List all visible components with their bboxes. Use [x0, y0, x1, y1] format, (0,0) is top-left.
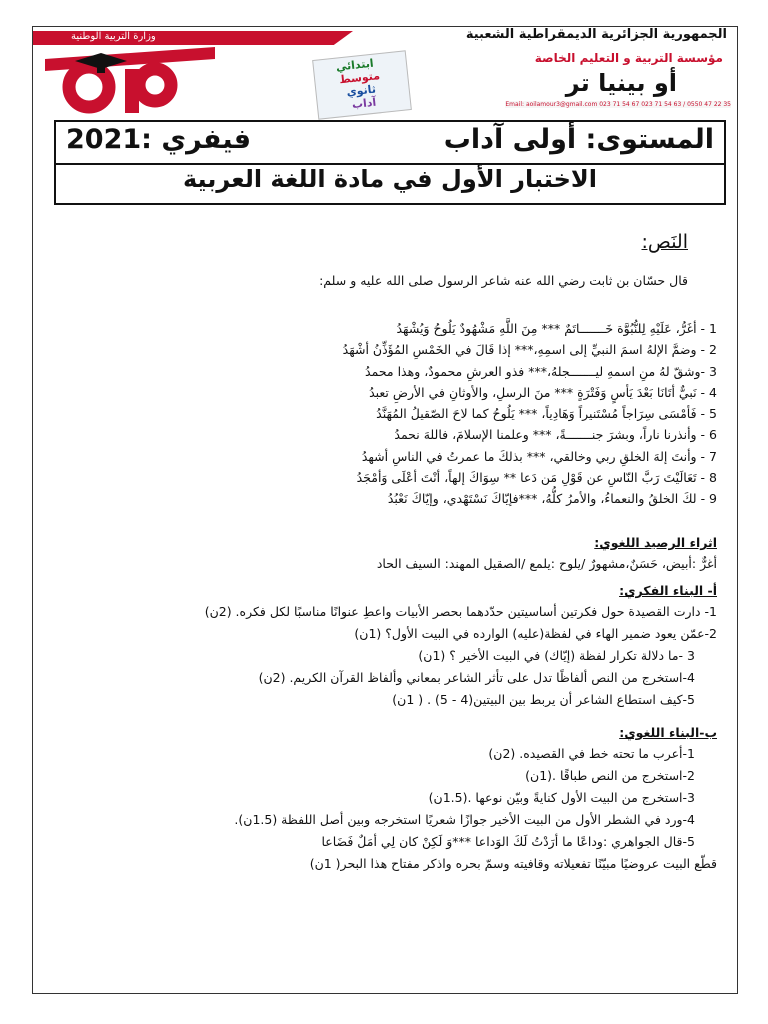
- exam-level: المستوى: أولى آداب: [443, 124, 714, 155]
- school-header: [33, 27, 737, 119]
- vocab-text: أغرٌّ :أبيض، حَسَنٌ،مشهورٌ /يلوح :يلمع /الصقيل المهند: السيف الحاد: [376, 556, 717, 571]
- question: 5-قال الجواهري :وداعًا ما أرَدْتُ لَكَ الوَداعا ***وَ لَكِنْ كان لِي أمَلٌ فَضَاعا: [321, 834, 695, 849]
- exam-title: الاختبار الأول في مادة اللغة العربية: [183, 165, 597, 193]
- contact-info: Email: aoilamour3@gmail.com 023 71 54 67 023 71 54 63 / 0550 47 22 35: [505, 101, 731, 108]
- verse: 9 - لكَ الخلقُ والنعماءُ، والأمرُ كلُّهُ، ***فإيّاكَ نَسْتَهْدي، وإيّاكَ نَعْبُدُ: [387, 491, 717, 507]
- question: 1- دارت القصيدة حول فكرتين أساسيتين حدّدهما بحصر الأبيات واعطِ عنوانًا مناسبًا لكل فكره. (2ن): [204, 604, 717, 619]
- verse: 6 - وأنذرنا ناراً، وبشرَ جنـــــــةً، *** وعلمنا الإسلامَ، فاللهَ نحمدُ: [394, 427, 717, 443]
- question: 1-أعرب ما تحته خط في القصيده. (2ن): [488, 746, 695, 761]
- vocab-title: اثراء الرصيد اللغوي:: [594, 535, 717, 550]
- badge-secondary: ثانوي: [345, 82, 377, 99]
- verse: 3 -وشقّ لهُ منِ اسمهِ ليـــــــجلهُ،*** فذو العرشِ محمودٌ، وهذا محمدُ: [365, 363, 717, 379]
- badge-middle: متوسط: [338, 69, 381, 87]
- education-levels-badge: [312, 50, 412, 119]
- question: 4-استخرج من النص ألفاظًا تدل على تأثر الشاعر بمعاني وألفاظ القرآن الكريم. (2ن): [258, 670, 695, 685]
- badge-primary: ابتدائي: [335, 56, 375, 74]
- section-b-title: ب-البناء اللغوي:: [619, 725, 717, 740]
- poem-verses: [41, 318, 717, 510]
- brand-name: أو بينيا تر: [565, 69, 677, 97]
- poem-intro: قال حسّان بن ثابت رضي الله عنه شاعر الرسول صلى الله عليه و سلم:: [319, 273, 688, 288]
- exam-date: فيفري :2021: [66, 124, 252, 155]
- question: 3-استخرج من البيت الأول كنايةً وبيّن نوعها .(1.5ن): [428, 790, 695, 805]
- level-box: [54, 120, 726, 165]
- intellectual-section: [41, 581, 717, 711]
- title-box: [54, 163, 726, 205]
- question: 2-عمّن يعود ضمير الهاء في لفظة(عليه) الوارده في البيت الأول؟ (1ن): [354, 626, 717, 641]
- badge-arts: آداب: [351, 95, 377, 112]
- question: 4-ورد في الشطر الأول من البيت الأخير جوازًا شعريًا استخرجه وبين أصل اللفظة (1.5ن).: [234, 812, 695, 827]
- republic-name: الجمهورية الجزائرية الديمقراطية الشعبية: [465, 27, 727, 42]
- verse: 2 - وضمَّ الإلهُ اسمَ النبيِّ إلى اسمِهِ،*** إذا قَالَ في الخَمْسِ المُؤَذِّنُ أشْهَدُ: [342, 342, 717, 358]
- text-heading: النَص:: [641, 231, 688, 253]
- question: 2-استخرج من النص طباقًا .(1ن): [525, 768, 695, 783]
- question: قطّع البيت عروضيًا مبيّنًا تفعيلاته وقافيته وسمّ بحره واذكر مفتاح هذا البحر( 1ن): [309, 856, 717, 871]
- verse: 8 - تَعَالَيْتَ رَبَّ النّاسِ عن قَوْلِ مَن دَعا ** سِوَاكَ إلهاً، أنْتَ أعْلَى وَأمْجَدُ: [356, 470, 717, 486]
- question: 3 -ما دلالة تكرار لفظة (إيّاك) في البيت الأخير ؟ (1ن): [418, 648, 695, 663]
- question: 5-كيف استطاع الشاعر أن يربط بين البيتين(4 - 5) . ( 1ن): [392, 692, 695, 707]
- verse: 7 - وأنتَ إلهَ الخلقِ ربي وخالقي، *** بذلكَ ما عمرتُ في الناسِ أشهدُ: [361, 448, 717, 464]
- verse: 5 - فَأمْسَى سِرَاجاً مُسْتَنيراً وَهَادِياً، *** يَلُوحُ كما لاحَ الصّقيلُ المُهَنَّدُ: [376, 406, 717, 422]
- verse: 1 - أغَرُّ، عَلَيْهِ لِلنُّبُوَّة خَـــــــاتَمٌ *** مِنَ اللَّهِ مَشْهُودٌ يَلُوحُ وَيُشْهَدُ: [396, 321, 717, 336]
- exam-page: [32, 26, 738, 994]
- linguistic-section: [41, 723, 717, 875]
- school-logo: [45, 47, 215, 115]
- ministry-name: وزارة التربية الوطنية: [71, 31, 156, 42]
- institution-name: مؤسسة التربية و التعليم الخاصة: [534, 51, 723, 65]
- vocabulary-section: [41, 533, 717, 575]
- section-a-title: أ- البناء الفكري:: [619, 583, 717, 598]
- verse: 4 - نَبيٌّ أتَانَا بَعْدَ يَأسٍ وَفَتْرَةٍ *** منَ الرسلِ، والأوثانِ في الأرضِ تعبدُ: [369, 384, 717, 400]
